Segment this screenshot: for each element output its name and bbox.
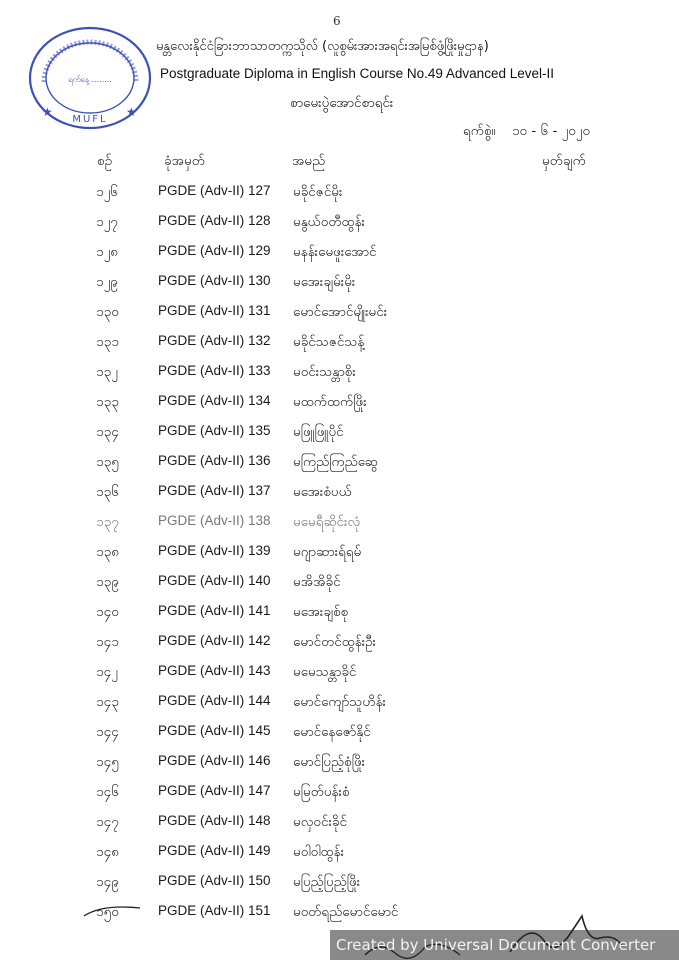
results-list	[0, 183, 679, 933]
table-row	[0, 213, 679, 243]
official-seal	[26, 24, 154, 132]
remarks-column-header: မှတ်ချက်	[542, 153, 586, 169]
roll-number-cell: PGDE (Adv-II) 132	[158, 333, 271, 348]
exam-result-heading: စာမေးပွဲအောင်စာရင်း	[290, 95, 394, 111]
table-row	[0, 753, 679, 783]
svg-text:★: ★	[126, 105, 137, 119]
serial-cell: ၁၄၃	[96, 694, 119, 710]
serial-cell: ၁၂၈	[96, 244, 118, 260]
table-row	[0, 183, 679, 213]
roll-number-cell: PGDE (Adv-II) 128	[158, 213, 271, 228]
roll-number-cell: PGDE (Adv-II) 136	[158, 453, 271, 468]
student-name-cell: မောင်တင်ထွန်းဦး	[293, 634, 377, 650]
serial-cell: ၁၃၇	[96, 514, 119, 530]
table-row	[0, 273, 679, 303]
roll-number-cell: PGDE (Adv-II) 148	[158, 813, 271, 828]
table-row	[0, 573, 679, 603]
table-row	[0, 423, 679, 453]
serial-cell: ၁၃၂	[96, 364, 118, 380]
roll-number-cell: PGDE (Adv-II) 137	[158, 483, 271, 498]
serial-cell: ၁၄၂	[96, 664, 118, 680]
table-row	[0, 483, 679, 513]
serial-cell: ၁၃၅	[96, 454, 119, 470]
student-name-cell: မောင်အောင်မျိုးမင်း	[293, 304, 388, 320]
table-row	[0, 603, 679, 633]
roll-number-cell: PGDE (Adv-II) 139	[158, 543, 271, 558]
student-name-cell: မခိုင်သဇင်သန့်	[293, 334, 365, 350]
serial-cell: ၁၄၇	[96, 814, 119, 830]
date-label: ရက်စွဲ။	[463, 123, 496, 139]
table-row	[0, 783, 679, 813]
table-row	[0, 513, 679, 543]
student-name-cell: မဂျာဆားရ်ရမ်	[293, 544, 362, 560]
student-name-cell: မဖြူဖြူပိုင်	[293, 424, 344, 440]
serial-cell: ၁၄၄	[96, 724, 119, 740]
serial-cell: ၁၄၁	[96, 634, 119, 650]
serial-cell: ၁၄၆	[96, 784, 119, 800]
serial-cell: ၁၂၆	[96, 184, 118, 200]
student-name-cell: မမေရီဆိုင်းလုံ	[293, 514, 361, 530]
student-name-cell: မမြတ်ပန်းစံ	[293, 784, 350, 800]
roll-number-cell: PGDE (Adv-II) 133	[158, 363, 271, 378]
table-row	[0, 873, 679, 903]
roll-number-cell: PGDE (Adv-II) 134	[158, 393, 271, 408]
converter-watermark: Created by Universal Document Converter	[330, 930, 679, 960]
course-title: Postgraduate Diploma in English Course No.49 Advanced Level-II	[160, 66, 554, 81]
roll-number-cell: PGDE (Adv-II) 135	[158, 423, 271, 438]
table-row	[0, 333, 679, 363]
date-line	[463, 122, 590, 142]
table-row	[0, 693, 679, 723]
student-name-cell: မောင်ပြည့်စုံဖြိုး	[293, 754, 366, 770]
roll-number-cell: PGDE (Adv-II) 150	[158, 873, 271, 888]
roll-number-cell: PGDE (Adv-II) 151	[158, 903, 271, 918]
table-row	[0, 363, 679, 393]
table-row	[0, 663, 679, 693]
serial-cell: ၁၃၁	[96, 334, 119, 350]
student-name-cell: မောင်နေဇော်နိုင်	[293, 724, 371, 740]
table-row	[0, 633, 679, 663]
university-title: မန္တလေးနိုင်ငံခြားဘာသာတက္ကသိုလ် (လူစွမ်းအားအရင်းအမြစ်ဖွံ့ဖြိုးမှုဌာန)	[156, 39, 489, 54]
roll-number-cell: PGDE (Adv-II) 129	[158, 243, 271, 258]
page-number: 6	[333, 14, 341, 28]
roll-number-cell: PGDE (Adv-II) 145	[158, 723, 271, 738]
student-name-cell: မအိအိခိုင်	[293, 574, 341, 590]
roll-number-cell: PGDE (Adv-II) 140	[158, 573, 271, 588]
table-row	[0, 813, 679, 843]
student-name-cell: မမေသန္တာခိုင်	[293, 664, 357, 680]
svg-text:ရက်နေ့ ........: ရက်နေ့ ........	[68, 75, 112, 84]
student-name-cell: မဝါဝါထွန်း	[293, 844, 345, 860]
serial-cell: ၁၃၄	[96, 424, 119, 440]
name-column-header: အမည်	[292, 153, 326, 169]
serial-cell: ၁၄၀	[96, 604, 119, 620]
serial-cell: ၁၄၉	[96, 874, 119, 890]
roll-number-cell: PGDE (Adv-II) 138	[158, 513, 271, 528]
student-name-cell: မအေးချမ်းမိုး	[293, 274, 356, 290]
roll-number-cell: PGDE (Adv-II) 127	[158, 183, 271, 198]
svg-text:★: ★	[42, 105, 53, 119]
student-name-cell: မထက်ထက်ဖြိုး	[293, 394, 367, 410]
student-name-cell: မခိုင်ဇင်မိုး	[293, 184, 343, 200]
table-row	[0, 543, 679, 573]
table-row	[0, 453, 679, 483]
serial-cell: ၁၃၈	[96, 544, 119, 560]
serial-cell: ၁၃၉	[96, 574, 119, 590]
roll-column-header: ခုံအမှတ်	[164, 153, 205, 169]
table-row	[0, 243, 679, 273]
handwritten-mark	[82, 902, 142, 922]
serial-cell: ၁၄၈	[96, 844, 119, 860]
roll-number-cell: PGDE (Adv-II) 146	[158, 753, 271, 768]
roll-number-cell: PGDE (Adv-II) 144	[158, 693, 271, 708]
student-name-cell: မပြည့်ပြည့်ဖြိုး	[293, 874, 361, 890]
seal-graphic	[26, 24, 154, 132]
date-value: ၁၀ - ၆ - ၂၀၂၀	[511, 123, 591, 139]
roll-number-cell: PGDE (Adv-II) 141	[158, 603, 271, 618]
serial-cell: ၁၃၀	[96, 304, 119, 320]
student-name-cell: မအေးချစ်စု	[293, 604, 349, 620]
serial-cell: ၁၃၃	[96, 394, 119, 410]
roll-number-cell: PGDE (Adv-II) 131	[158, 303, 271, 318]
student-name-cell: မလှဝင်းခိုင်	[293, 814, 347, 830]
student-name-cell: မဝင်းသန္တာစိုး	[293, 364, 356, 380]
roll-number-cell: PGDE (Adv-II) 143	[158, 663, 271, 678]
serial-cell: ၁၂၉	[96, 274, 118, 290]
serial-cell: ၁၅၀	[96, 904, 119, 920]
student-name-cell: မကြည်ကြည်ဆွေ	[293, 454, 378, 470]
table-row	[0, 723, 679, 753]
table-row	[0, 843, 679, 873]
student-name-cell: မနွယ်ဝတီထွန်း	[293, 214, 365, 230]
serial-cell: ၁၃၆	[96, 484, 119, 500]
student-name-cell: မဝတ်ရည်မောင်မောင်	[293, 904, 399, 920]
student-name-cell: မနန်းမေဖူးအောင်	[293, 244, 377, 260]
table-row	[0, 393, 679, 423]
roll-number-cell: PGDE (Adv-II) 149	[158, 843, 271, 858]
student-name-cell: မောင်ကျော်သူဟိန်း	[293, 694, 386, 710]
roll-number-cell: PGDE (Adv-II) 142	[158, 633, 271, 648]
student-name-cell: မအေးစံပယ်	[293, 484, 352, 500]
roll-number-cell: PGDE (Adv-II) 147	[158, 783, 271, 798]
serial-cell: ၁၂၇	[96, 214, 118, 230]
roll-number-cell: PGDE (Adv-II) 130	[158, 273, 271, 288]
serial-cell: ၁၄၅	[96, 754, 119, 770]
serial-column-header: စဉ်	[97, 153, 113, 169]
table-row	[0, 303, 679, 333]
svg-text:MUFL: MUFL	[72, 114, 108, 125]
